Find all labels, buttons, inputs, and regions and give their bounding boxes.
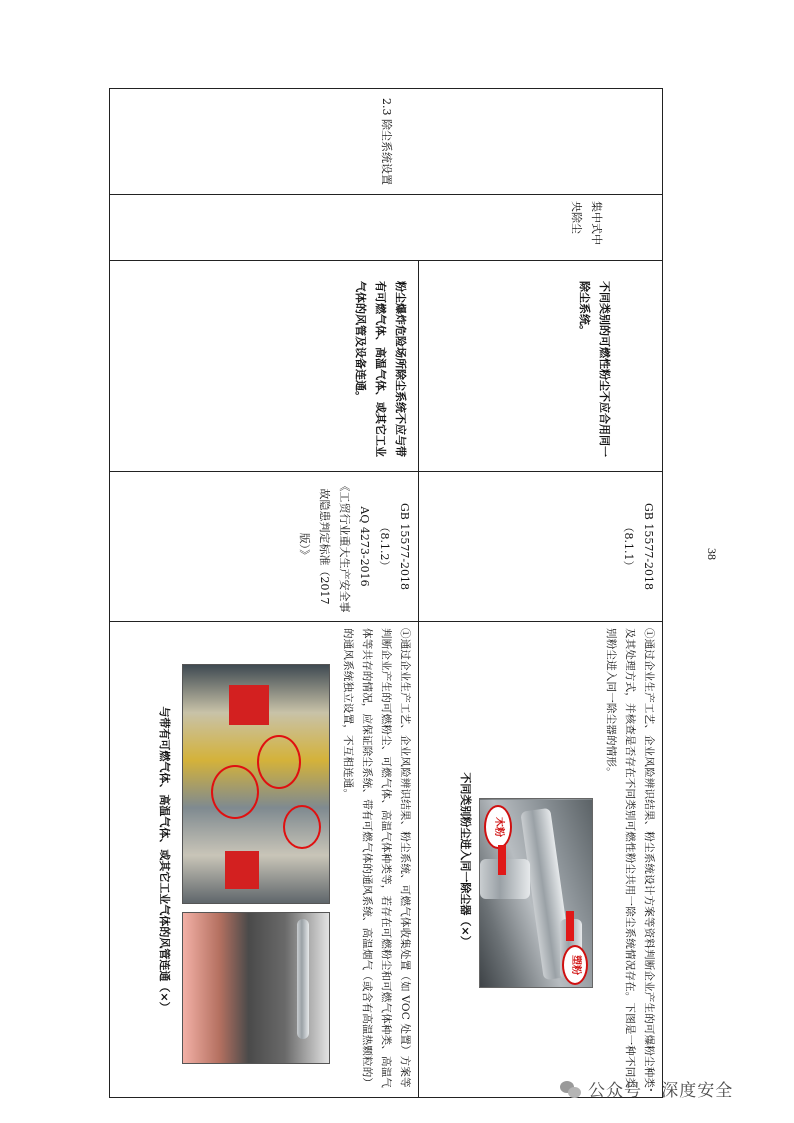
description-cell-1 bbox=[419, 622, 663, 1098]
watermark bbox=[560, 1076, 733, 1101]
red-arrow-icon bbox=[566, 911, 574, 941]
table-row bbox=[419, 89, 663, 1098]
rotated-document bbox=[109, 88, 663, 1089]
section-label: 2.3 除尘系统设置 bbox=[380, 98, 393, 185]
standard-cell-2 bbox=[110, 472, 419, 622]
standard-clause-2: （8.1.2） bbox=[378, 521, 392, 572]
description-text-2: ①通过企业生产工艺、企业风险辨识结果、粉尘系统、可燃气体收集处置（如 VOC 处置）方案等判断企业产生的可燃粉尘、可燃气体、高温气体种类等，若存在可燃粉尘和可燃气体种类、高温气体等共存的情况，应保证除尘系统、带有可燃气体的通风系统、高温烟气（或含有高温热颗粒的）的通风系统独立设置，不互相连通。 bbox=[342, 628, 412, 1089]
wechat-icon bbox=[560, 1078, 582, 1100]
inspection-table bbox=[109, 88, 663, 1098]
standard-code-3: AQ 4273-2016 bbox=[358, 506, 372, 587]
subsection-cell bbox=[110, 195, 663, 261]
requirement-cell-1 bbox=[419, 261, 663, 472]
requirement-text-1: 不同类别的可燃性粉尘不应合用同一除尘系统。 bbox=[578, 281, 611, 457]
duct-photo-1 bbox=[479, 798, 593, 988]
requirement-text-2: 粉尘爆炸危险场所除尘系统不应与带有可燃气体、高温气体、或其它工业气体的风管及设备连通。 bbox=[354, 281, 408, 457]
section-cell bbox=[110, 89, 663, 195]
standard-code-1: GB 15577-2018 bbox=[642, 502, 655, 591]
photo-group-2 bbox=[178, 628, 338, 1091]
standard-code-2: GB 15577-2018 bbox=[398, 502, 412, 591]
description-cell-2 bbox=[110, 622, 419, 1098]
description-text-1: ①通过企业生产工艺、企业风险辨识结果、粉尘系统设计方案等资料判断企业产生的可爆粉尘种类及其处理方式，并核查是否存在不同类别可燃性粉尘共用一除尘系统情况存在。下图是一种不同类别粉尘进入同一除尘器的情形。 bbox=[605, 628, 655, 1089]
label-bubble-top: 塑粉 bbox=[562, 945, 588, 985]
requirement-cell-2 bbox=[110, 261, 419, 472]
watermark-text: 公众号 · 深度安全 bbox=[588, 1081, 734, 1101]
photo-caption-1: 不同类别粉尘进入同一除尘器（×） bbox=[459, 772, 472, 947]
duct-photo-3 bbox=[182, 912, 330, 1064]
photo-caption-2: 与带有可燃气体、高温气体、或其它工业气体的风管连通（×） bbox=[158, 706, 172, 1013]
standard-cell-1 bbox=[419, 472, 663, 622]
page-number: 38 bbox=[705, 548, 719, 560]
red-arrow-icon bbox=[498, 845, 506, 875]
label-bubble-bottom: 木粉 bbox=[484, 805, 512, 849]
subsection-label: 集中式中央除尘 bbox=[570, 201, 603, 245]
standard-clause-1: （8.1.1） bbox=[622, 521, 635, 572]
plant-photo-2 bbox=[182, 664, 330, 904]
standard-title: 《工贸行业重大生产安全事故隐患判定标准（2017 版）》 bbox=[298, 480, 352, 613]
